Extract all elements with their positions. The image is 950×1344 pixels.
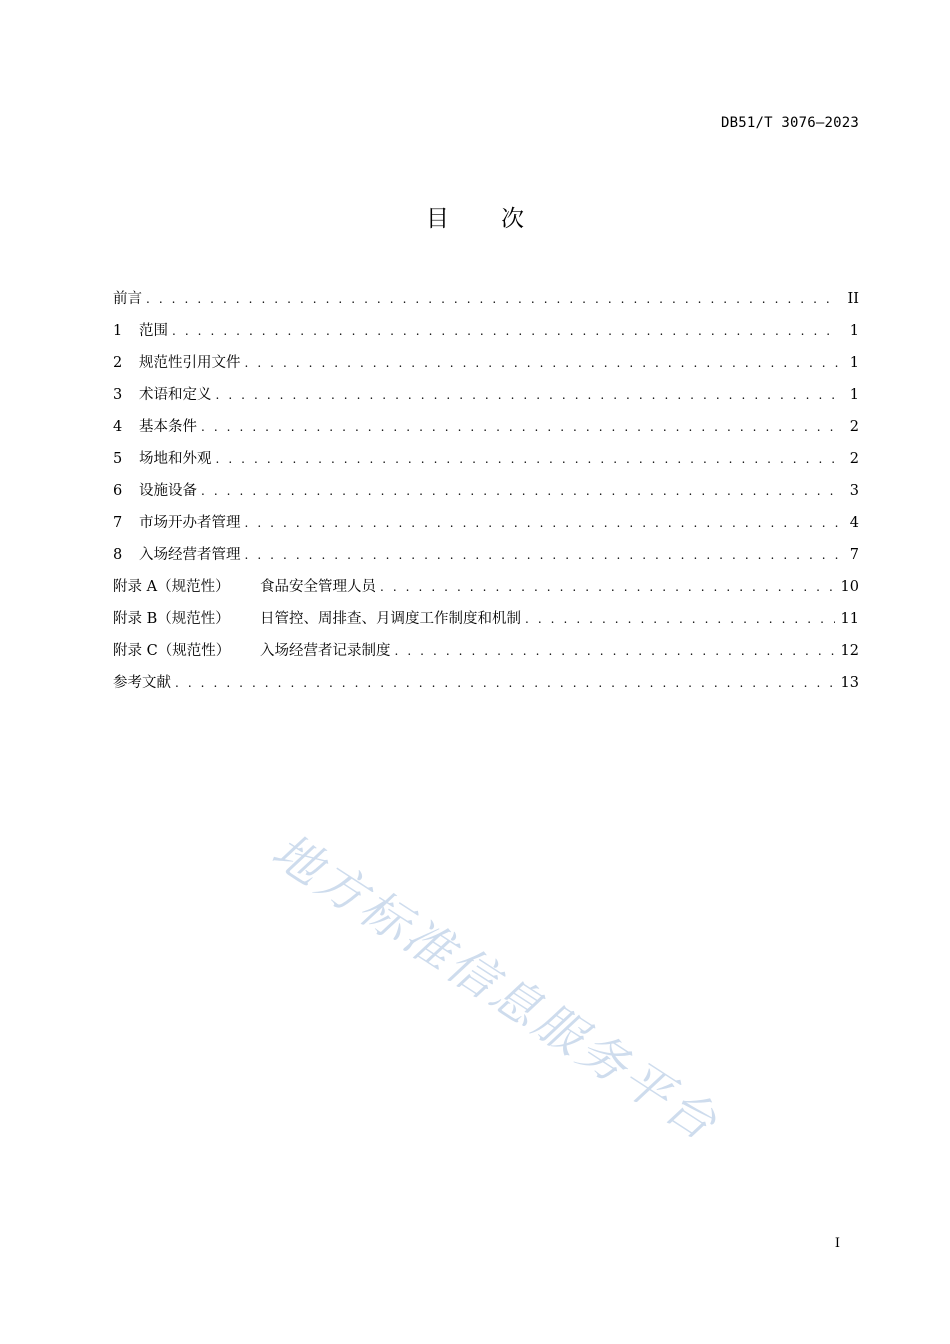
toc-entry-page: 4 [849, 515, 859, 531]
toc-entry-page: 1 [849, 323, 859, 339]
toc-entry-label: 规范性引用文件 [139, 355, 241, 371]
toc-entry-market-organizer[interactable] [113, 511, 859, 543]
toc-appendix-prefix: 附录 B（规范性） [113, 611, 230, 627]
toc-entry-number: 4 [113, 419, 123, 435]
toc-entry-terms-definitions[interactable] [113, 383, 859, 415]
toc-entry-label: 入场经营者记录制度 [260, 643, 391, 659]
table-of-contents [113, 287, 859, 703]
toc-appendix-prefix: 附录 A（规范性） [113, 579, 230, 595]
standard-code: DB51/T 3076—2023 [720, 115, 859, 131]
page-number: I [834, 1236, 840, 1251]
toc-leader-dots [175, 671, 835, 695]
toc-entry-number: 6 [113, 483, 123, 499]
title-char-2: 次 [501, 206, 524, 232]
toc-entry-label: 术语和定义 [139, 387, 212, 403]
toc-leader-dots [245, 543, 840, 567]
toc-entry-page: 12 [840, 643, 859, 659]
toc-leader-dots [172, 319, 839, 343]
toc-leader-dots [201, 415, 839, 439]
toc-entry-page: II [847, 291, 859, 307]
toc-appendix-c[interactable] [113, 639, 859, 671]
toc-entry-page: 2 [849, 419, 859, 435]
toc-entry-number: 8 [113, 547, 123, 563]
toc-entry-bibliography[interactable] [113, 671, 859, 703]
toc-entry-number: 7 [113, 515, 123, 531]
toc-entry-page: 11 [840, 611, 859, 627]
toc-appendix-b[interactable] [113, 607, 859, 639]
toc-appendix-prefix: 附录 C（规范性） [113, 643, 231, 659]
toc-entry-page: 10 [840, 579, 859, 595]
toc-entry-scope[interactable] [113, 319, 859, 351]
toc-entry-number: 1 [113, 323, 123, 339]
toc-entry-page: 1 [849, 387, 859, 403]
toc-entry-page: 7 [849, 547, 859, 563]
toc-entry-label: 基本条件 [139, 419, 197, 435]
toc-entry-label: 设施设备 [139, 483, 197, 499]
toc-entry-label: 范围 [139, 323, 168, 339]
toc-entry-label: 市场开办者管理 [139, 515, 241, 531]
title-char-1: 目 [426, 206, 449, 232]
toc-entry-label: 入场经营者管理 [139, 547, 241, 563]
toc-entry-facilities[interactable] [113, 479, 859, 511]
toc-entry-page: 3 [849, 483, 859, 499]
toc-leader-dots [525, 607, 835, 631]
toc-entry-label: 日管控、周排查、月调度工作制度和机制 [260, 611, 521, 627]
toc-leader-dots [201, 479, 839, 503]
toc-entry-label: 场地和外观 [139, 451, 212, 467]
toc-entry-normative-references[interactable] [113, 351, 859, 383]
toc-entry-label: 前言 [113, 291, 142, 307]
toc-entry-foreword[interactable] [113, 287, 859, 319]
toc-entry-number: 3 [113, 387, 123, 403]
toc-entry-page: 1 [849, 355, 859, 371]
toc-leader-dots [146, 287, 839, 311]
page-title [0, 200, 950, 233]
toc-leader-dots [216, 383, 840, 407]
toc-leader-dots [380, 575, 835, 599]
toc-leader-dots [245, 511, 840, 535]
toc-entry-page: 2 [849, 451, 859, 467]
toc-entry-number: 2 [113, 355, 123, 371]
watermark: 地方标准信息服务平台 [262, 822, 729, 1153]
toc-leader-dots [216, 447, 840, 471]
toc-leader-dots [245, 351, 840, 375]
toc-entry-label: 食品安全管理人员 [260, 579, 376, 595]
toc-entry-number: 5 [113, 451, 123, 467]
toc-entry-vendor-management[interactable] [113, 543, 859, 575]
toc-leader-dots [395, 639, 835, 663]
toc-entry-site-appearance[interactable] [113, 447, 859, 479]
toc-entry-label: 参考文献 [113, 675, 171, 691]
toc-entry-basic-conditions[interactable] [113, 415, 859, 447]
toc-appendix-a[interactable] [113, 575, 859, 607]
toc-entry-page: 13 [840, 675, 859, 691]
